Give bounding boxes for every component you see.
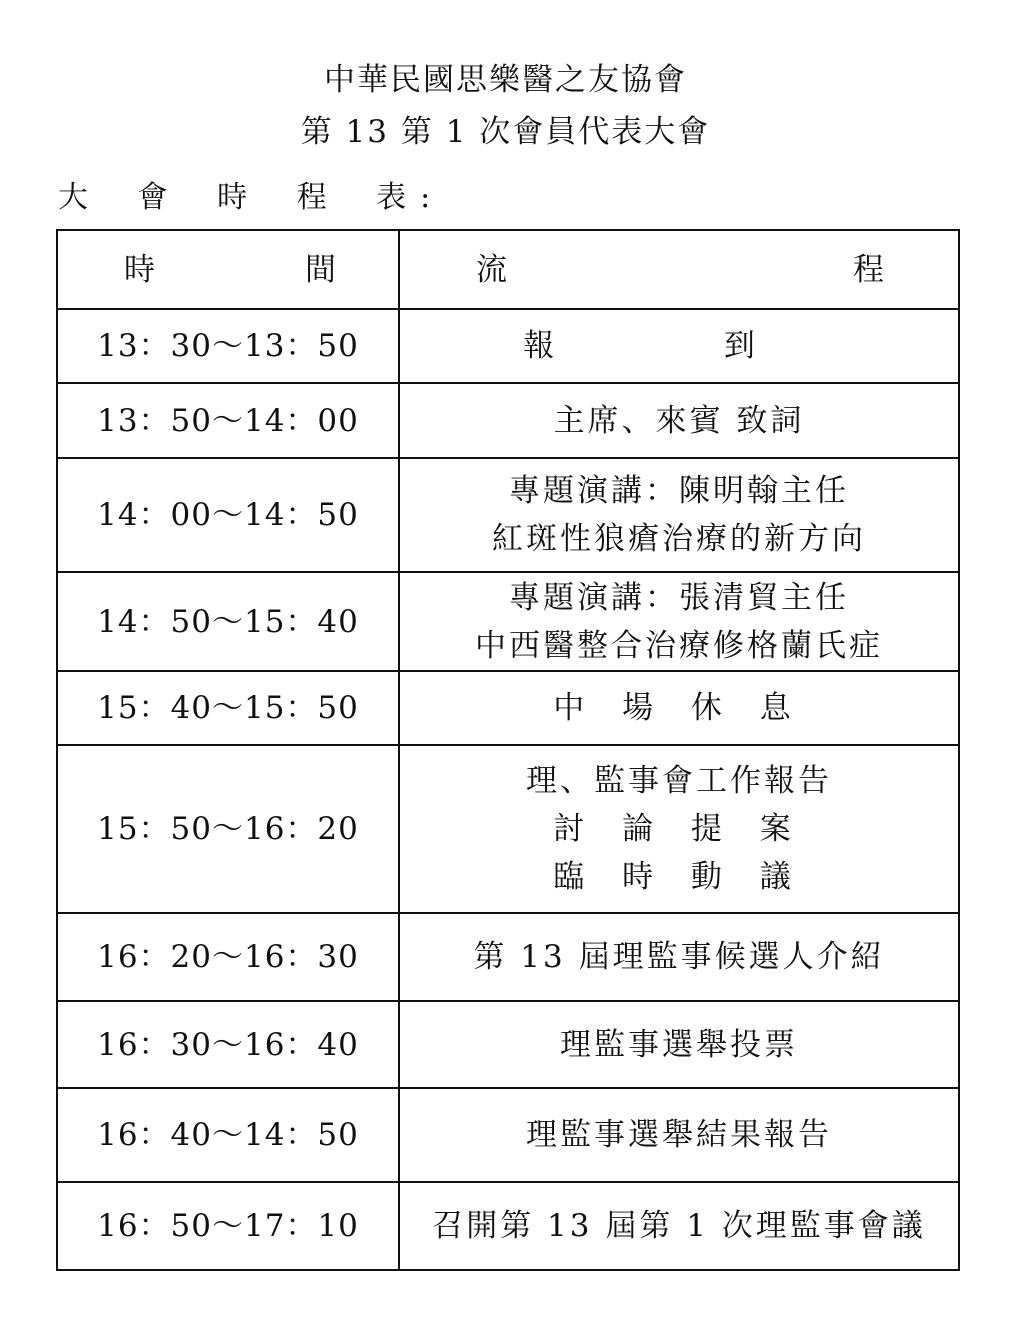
time-cell: 13：50～14：00 xyxy=(57,383,399,458)
header-time-cell xyxy=(57,230,399,309)
process-line: 第 13 屆理監事候選人介紹 xyxy=(473,939,885,975)
table-row xyxy=(57,1088,959,1182)
process-line: 理監事選舉結果報告 xyxy=(526,1117,832,1153)
time-cell: 16：50～17：10 xyxy=(57,1182,399,1270)
table-row xyxy=(57,745,959,913)
process-cell xyxy=(399,1088,959,1182)
process-line: 紅斑性狼瘡治療的新方向 xyxy=(492,521,866,557)
table-row xyxy=(57,1182,959,1270)
process-line: 主席、來賓 致詞 xyxy=(553,402,805,439)
table-row xyxy=(57,458,959,572)
process-line: 討 論 提 案 xyxy=(553,811,805,847)
process-line: 中 場 休 息 xyxy=(553,690,805,726)
time-cell: 15：40～15：50 xyxy=(57,671,399,745)
time-cell: 16：30～16：40 xyxy=(57,1001,399,1088)
time-cell: 16：40～14：50 xyxy=(57,1088,399,1182)
table-row xyxy=(57,671,959,745)
document-subtitle: 第 13 第 1 次會員代表大會 xyxy=(300,114,711,150)
time-cell: 16：20～16：30 xyxy=(57,913,399,1001)
header-process-left: 流 xyxy=(476,251,507,288)
header-time-right: 間 xyxy=(305,251,336,288)
process-cell xyxy=(399,309,959,383)
table-row xyxy=(57,572,959,671)
process-cell xyxy=(399,913,959,1001)
table-row xyxy=(57,1001,959,1088)
process-line: 報 到 xyxy=(523,328,835,364)
header-process-right: 程 xyxy=(853,251,884,288)
table-row xyxy=(57,309,959,383)
table-header-row xyxy=(57,230,959,309)
process-line: 專題演講：陳明翰主任 xyxy=(509,473,849,509)
table-row xyxy=(57,913,959,1001)
process-cell xyxy=(399,1182,959,1270)
process-line: 專題演講：張清貿主任 xyxy=(509,579,849,616)
document-title: 中華民國思樂醫之友協會 xyxy=(324,62,687,98)
process-line: 理監事選舉投票 xyxy=(560,1026,798,1063)
header-time-left: 時 xyxy=(124,251,155,288)
process-line: 臨 時 動 議 xyxy=(553,859,805,895)
time-cell: 15：50～16：20 xyxy=(57,745,399,913)
process-cell xyxy=(399,572,959,671)
process-line: 召開第 13 屆第 1 次理監事會議 xyxy=(432,1208,926,1244)
time-cell: 14：00～14：50 xyxy=(57,458,399,572)
process-line: 中西醫整合治療修格蘭氏症 xyxy=(475,627,883,664)
process-cell xyxy=(399,745,959,913)
table-row xyxy=(57,383,959,458)
time-cell: 13：30～13：50 xyxy=(57,309,399,383)
header-process-cell xyxy=(399,230,959,309)
process-cell xyxy=(399,1001,959,1088)
process-cell xyxy=(399,458,959,572)
process-line: 理、監事會工作報告 xyxy=(526,763,832,799)
schedule-table xyxy=(56,229,960,1271)
process-cell xyxy=(399,671,959,745)
process-cell xyxy=(399,383,959,458)
schedule-label: 大 會 時 程 表: xyxy=(58,180,445,215)
time-cell: 14：50～15：40 xyxy=(57,572,399,671)
